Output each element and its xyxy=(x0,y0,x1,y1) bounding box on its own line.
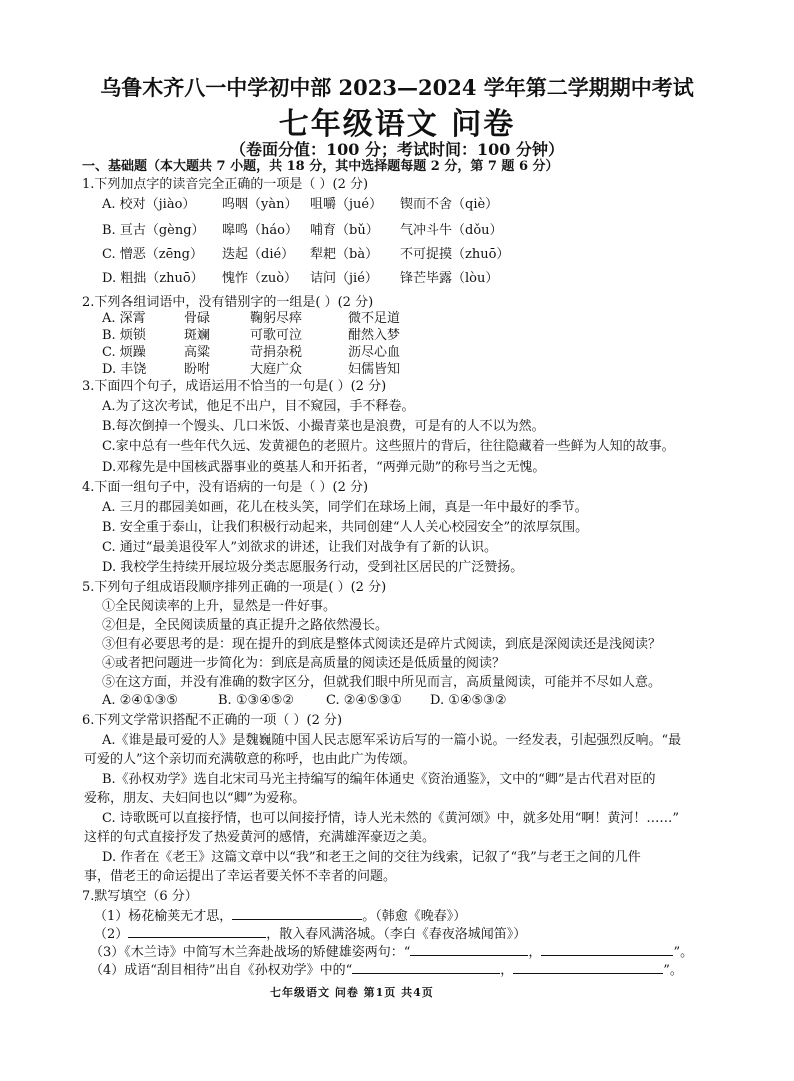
q1-c-3: 犁耙（bà） xyxy=(310,247,379,262)
q4-option-c: C. 通过“最美退役军人”刘欲求的讲述，让我们对战争有了新的认识。 xyxy=(102,540,498,555)
q5-choice-b: B. ①③④⑤② xyxy=(218,693,295,708)
page-footer: 七年级语文 问卷 第1页 共4页 xyxy=(270,986,434,999)
q1-b-3: 哺育（bǔ） xyxy=(310,223,379,238)
q2-a-1: A. 深霄 xyxy=(102,311,146,326)
q1-d-1: D. 粗拙（zhuō） xyxy=(102,271,204,286)
q7-item-4-mid: ， xyxy=(500,963,514,978)
q7-stem: 7.默写填空（6 分） xyxy=(82,889,198,904)
q2-d-2: 盼咐 xyxy=(184,362,211,377)
q6-option-c-line1: C. 诗歌既可以直接抒情，也可以间接抒情，诗人光未然的《黄河颂》中，就多处用“啊！黄河！……” xyxy=(102,811,680,826)
q1-a-4: 锲而不舍（qiè） xyxy=(400,197,499,212)
q1-d-3: 诘问（jié） xyxy=(310,271,378,286)
q4-stem: 4.下面一组句子中，没有语病的一句是（ ）(2 分) xyxy=(82,480,369,495)
q6-option-d-line2: 事，借老王的命运提出了幸运者要关怀不幸者的问题。 xyxy=(84,869,397,884)
q7-item-3 xyxy=(90,942,693,962)
score-time-line: （卷面分值：100 分；考试时间：100 分钟） xyxy=(230,140,564,159)
q7-item-1 xyxy=(94,906,466,926)
q2-stem: 2.下列各组词语中，没有错别字的一组是( ）(2 分) xyxy=(82,295,374,310)
q3-option-b: B.每次倒掉一个馒头、几口米饭、小撮青菜也是浪费，可是有的人不以为然。 xyxy=(102,419,545,434)
q3-option-d: D.邓稼先是中国核武器事业的奠基人和开拓者，“两弹元勋”的称号当之无愧。 xyxy=(102,460,546,475)
q6-option-d-line1: D. 作者在《老王》这篇文章中以“我”和老王之间的交往为线索，记叙了“我”与老王之间的几件 xyxy=(102,850,641,865)
q5-sentence-1: ①全民阅读率的上升，显然是一件好事。 xyxy=(102,599,337,614)
q2-c-3: 苛捐杂税 xyxy=(250,345,303,360)
q7-item-3-suffix: ”。 xyxy=(673,945,694,960)
q6-option-a-line2: 可爱的人”这个亲切而充满敬意的称呼，也由此广为传颂。 xyxy=(84,752,416,767)
q7-item-3-blank-1[interactable] xyxy=(410,942,528,956)
q1-c-4: 不可捉摸（zhuō） xyxy=(400,247,510,262)
q5-sentence-2: ②但是，全民阅读质量的真正提升之路依然漫长。 xyxy=(102,618,389,633)
q7-item-1-suffix: 。（韩愈《晚春》） xyxy=(362,909,467,924)
school-exam-title: 乌鲁木齐八一中学初中部 2023—2024 学年第二学期期中考试 xyxy=(100,75,694,100)
q4-option-b: B. 安全重于泰山，让我们积极行动起来，共同创建“人人关心校园安全”的浓厚氛围。 xyxy=(102,520,589,535)
q6-option-b-line2: 爱称，朋友、夫妇间也以“卿”为爱称。 xyxy=(84,791,306,806)
q7-item-2-suffix: ，散入春风满洛城。（李白《春夜洛城闻笛》） xyxy=(266,927,527,942)
q1-d-2: 愧怍（zuò） xyxy=(222,271,298,286)
q3-option-c: C.家中总有一些年代久远、发黄褪色的老照片。这些照片的背后，往往隐藏着一些鲜为人知的故事。 xyxy=(102,439,675,454)
q2-b-3: 可歌可泣 xyxy=(250,328,303,343)
q1-b-4: 气冲斗牛（dǒu） xyxy=(400,223,503,238)
q2-b-2: 斑斓 xyxy=(184,328,211,343)
section1-title: 一、基础题（本大题共 7 小题，共 18 分，其中选择题每题 2 分，第 7 题 6 分） xyxy=(82,159,559,174)
q1-stem: 1.下列加点字的读音完全正确的一项是（ ）(2 分) xyxy=(82,177,369,192)
q7-item-4-blank-2[interactable] xyxy=(513,960,663,974)
q6-option-b-line1: B.《孙权劝学》选自北宋司马光主持编写的编年体通史《资治通鉴》，文中的“卿”是古代君对臣的 xyxy=(102,772,656,787)
q6-stem: 6.下列文学常识搭配不正确的一项（ ）(2 分) xyxy=(82,713,343,728)
q7-item-1-blank[interactable] xyxy=(232,906,362,920)
q7-item-1-prefix: （1）杨花榆荚无才思， xyxy=(94,909,233,924)
q1-b-1: B. 亘古（gèng） xyxy=(102,223,205,238)
q5-choice-a: A. ②④①③⑤ xyxy=(102,693,178,708)
q2-a-2: 骨碌 xyxy=(184,311,211,326)
q2-c-1: C. 烦躁 xyxy=(102,345,146,360)
q2-b-1: B. 烦锁 xyxy=(102,328,146,343)
q1-c-1: C. 憎恶（zēng） xyxy=(102,247,203,262)
q2-d-1: D. 丰饶 xyxy=(102,362,147,377)
q7-item-2 xyxy=(94,924,526,944)
q1-a-2: 呜咽（yàn） xyxy=(222,197,298,212)
q1-d-4: 锋芒毕露（lòu） xyxy=(400,271,499,286)
q7-item-3-mid: ， xyxy=(528,945,542,960)
q7-item-4-blank-1[interactable] xyxy=(352,960,500,974)
q2-d-4: 妇儒皆知 xyxy=(348,362,401,377)
q5-choice-d: D. ①④⑤③② xyxy=(430,693,507,708)
q2-a-4: 微不足道 xyxy=(348,311,401,326)
q7-item-4-suffix: ”。 xyxy=(663,963,683,978)
q1-c-2: 迭起（dié） xyxy=(222,247,295,262)
q5-choice-c: C. ②④⑤③① xyxy=(326,693,403,708)
q2-b-4: 酣然入梦 xyxy=(348,328,401,343)
q7-item-2-blank[interactable] xyxy=(128,924,266,938)
q7-item-3-blank-2[interactable] xyxy=(541,942,673,956)
q2-d-3: 大庭广众 xyxy=(250,362,303,377)
q3-option-a: A.为了这次考试，他足不出户，目不窥园，手不释卷。 xyxy=(102,399,415,414)
q6-option-a-line1: A.《谁是最可爱的人》是魏巍随中国人民志愿军采访后写的一篇小说。一经发表，引起强烈反响。“最 xyxy=(102,733,682,748)
q7-item-2-prefix: （2） xyxy=(94,927,129,942)
q7-item-4 xyxy=(90,960,683,980)
q1-b-2: 嗥鸣（háo） xyxy=(222,223,298,238)
q5-sentence-3: ③但有必要思考的是：现在提升的到底是整体式阅读还是碎片式阅读，到底是深阅读还是浅阅读？ xyxy=(102,637,662,652)
q3-stem: 3.下面四个句子，成语运用不恰当的一句是( ）(2 分) xyxy=(82,379,387,394)
q6-option-c-line2: 这样的句式直接抒发了热爱黄河的感情，充满雄浑豪迈之美。 xyxy=(84,830,436,845)
q7-item-3-prefix: （3）《木兰诗》中简写木兰奔赴战场的矫健雄姿两句：“ xyxy=(90,945,411,960)
q4-option-d: D. 我校学生持续开展垃圾分类志愿服务行动，受到社区居民的广泛赞扬。 xyxy=(102,560,524,575)
q5-sentence-4: ④或者把问题进一步简化为：到底是高质量的阅读还是低质量的阅读？ xyxy=(102,656,506,671)
q2-c-2: 高粱 xyxy=(184,345,211,360)
q2-c-4: 沥尽心血 xyxy=(348,345,401,360)
q1-a-3: 咀嚼（jué） xyxy=(310,197,383,212)
q2-a-3: 鞠躬尽瘁 xyxy=(250,311,303,326)
q5-sentence-5: ⑤在这方面，并没有准确的数字区分，但就我们眼中所见而言，高质量阅读，可能并不尽如人意。 xyxy=(102,675,662,690)
subject-title: 七年级语文 问卷 xyxy=(278,107,516,142)
q7-item-4-prefix: （4）成语“刮目相待”出自《孙权劝学》中的“ xyxy=(90,963,353,978)
q1-a-1: A. 校对（jiào） xyxy=(102,197,196,212)
q5-stem: 5.下列句子组成语段顺序排列正确的一项是( ）(2 分) xyxy=(82,580,387,595)
q4-option-a: A. 三月的郡园美如画，花儿在枝头笑，同学们在球场上闹，真是一年中最好的季节。 xyxy=(102,500,588,515)
